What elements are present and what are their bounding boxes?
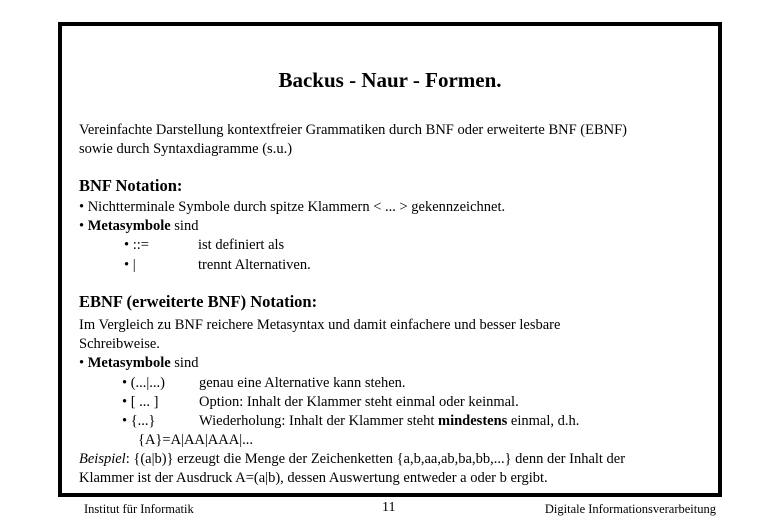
bullet: • bbox=[79, 218, 88, 234]
desc-part: einmal, d.h. bbox=[507, 413, 580, 429]
bnf-item-desc: trennt Alternativen. bbox=[198, 257, 311, 273]
ebnf-intro-1: Im Vergleich zu BNF reichere Metasyntax und damit einfachere und besser lesbare bbox=[79, 317, 561, 333]
bnf-item-desc: ist definiert als bbox=[198, 237, 285, 253]
meta-rest: sind bbox=[170, 355, 199, 371]
bullet: • bbox=[79, 355, 88, 371]
bnf-item-symbol: • | bbox=[124, 257, 136, 273]
ebnf-meta-line bbox=[79, 354, 198, 372]
ebnf-item-desc: genau eine Alternative kann stehen. bbox=[199, 375, 406, 391]
page-number: 11 bbox=[382, 500, 396, 515]
bnf-meta-line bbox=[79, 217, 198, 235]
ebnf-heading: EBNF (erweiterte BNF) Notation: bbox=[79, 292, 318, 311]
bnf-nonterminal-line: • Nichtterminale Symbole durch spitze Klammern < ... > gekennzeichnet. bbox=[79, 199, 506, 215]
desc-part: Wiederholung: Inhalt der Klammer steht bbox=[199, 413, 438, 429]
intro-line-1: Vereinfachte Darstellung kontextfreier Grammatiken durch BNF oder erweiterte BNF (EBNF) bbox=[79, 122, 628, 138]
meta-bold: Metasymbole bbox=[87, 218, 171, 234]
meta-rest: sind bbox=[170, 218, 199, 234]
ebnf-item-symbol: • (...|...) bbox=[122, 375, 166, 391]
intro-line-2: sowie durch Syntaxdiagramme (s.u.) bbox=[79, 141, 293, 157]
footer-course: Digitale Informationsverarbeitung bbox=[544, 502, 716, 516]
example-label: Beispiel bbox=[79, 451, 126, 467]
bnf-item-symbol: • ::= bbox=[124, 237, 149, 253]
ebnf-intro-2: Schreibweise. bbox=[79, 336, 160, 352]
ebnf-item-symbol: • [ ... ] bbox=[122, 394, 159, 410]
ebnf-item-desc: Option: Inhalt der Klammer steht einmal oder keinmal. bbox=[199, 394, 519, 410]
ebnf-item-symbol: • {...} bbox=[122, 413, 156, 429]
meta-bold: Metasymbole bbox=[87, 355, 171, 371]
ebnf-item-desc bbox=[199, 412, 579, 430]
ebnf-continuation: {A}=A|AA|AAA|... bbox=[138, 432, 253, 448]
example-text: : {(a|b)} erzeugt die Menge der Zeichenketten {a,b,aa,ab,ba,bb,...} denn der Inhalt der bbox=[125, 451, 626, 467]
slide-title: Backus - Naur - Formen. bbox=[278, 68, 502, 92]
footer-institute: Institut für Informatik bbox=[84, 502, 194, 516]
bnf-heading: BNF Notation: bbox=[79, 176, 183, 195]
example-line-1 bbox=[79, 450, 625, 468]
example-line-2: Klammer ist der Ausdruck A=(a|b), dessen Auswertung entweder a oder b ergibt. bbox=[79, 470, 548, 486]
desc-bold: mindestens bbox=[438, 413, 508, 429]
